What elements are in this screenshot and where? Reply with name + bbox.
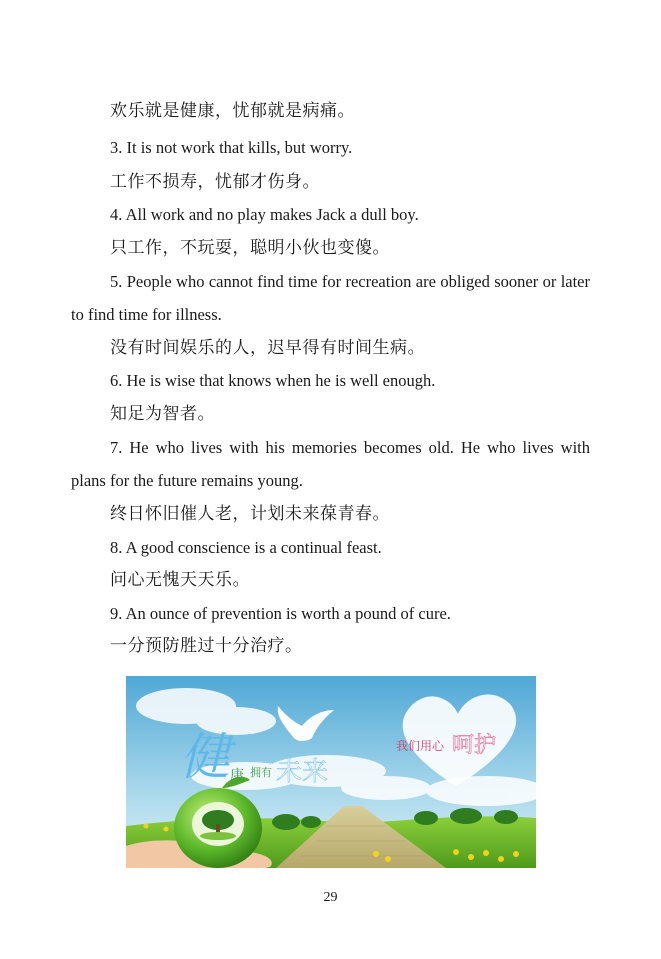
text-line: 9. An ounce of prevention is worth a pound of cure. — [110, 604, 451, 623]
paragraph: 5. People who cannot find time for recreation are obliged sooner or later to find time for illness. — [71, 272, 590, 324]
slogan-small: 康 — [230, 768, 244, 784]
text-line: 问心无愧天天乐。 — [110, 570, 250, 590]
heart-text-big: 呵护 — [452, 733, 497, 758]
text-line: 没有时间娱乐的人，迟早得有时间生病。 — [110, 338, 425, 358]
text-line: 3. It is not work that kills, but worry. — [110, 138, 353, 157]
text-line: 6. He is wise that knows when he is well enough. — [110, 371, 436, 390]
slogan-small2: 拥有 — [250, 766, 272, 779]
landscape-image — [126, 676, 536, 868]
text-line: 欢乐就是健康，忧郁就是病痛。 — [110, 101, 355, 121]
text-line: 知足为智者。 — [110, 404, 215, 424]
health-illustration — [126, 676, 536, 868]
slogan-big-char: 健 — [180, 728, 230, 786]
text-line: 一分预防胜过十分治疗。 — [110, 636, 303, 656]
text-line: 终日怀旧催人老，计划未来葆青春。 — [110, 504, 390, 524]
text-line: 工作不损寿，忧郁才伤身。 — [110, 172, 320, 192]
page-number: 29 — [323, 890, 338, 905]
slogan-future: 未来 — [276, 757, 329, 787]
text-line: 8. A good conscience is a continual feast. — [110, 538, 382, 557]
heart-text-small: 我们用心 — [396, 739, 445, 753]
text-line: 4. All work and no play makes Jack a dull boy. — [110, 205, 419, 224]
text-line: 只工作，不玩耍，聪明小伙也变傻。 — [110, 238, 390, 258]
paragraph: 7. He who lives with his memories becomes old. He who lives with plans for the future remains young. — [71, 438, 590, 490]
